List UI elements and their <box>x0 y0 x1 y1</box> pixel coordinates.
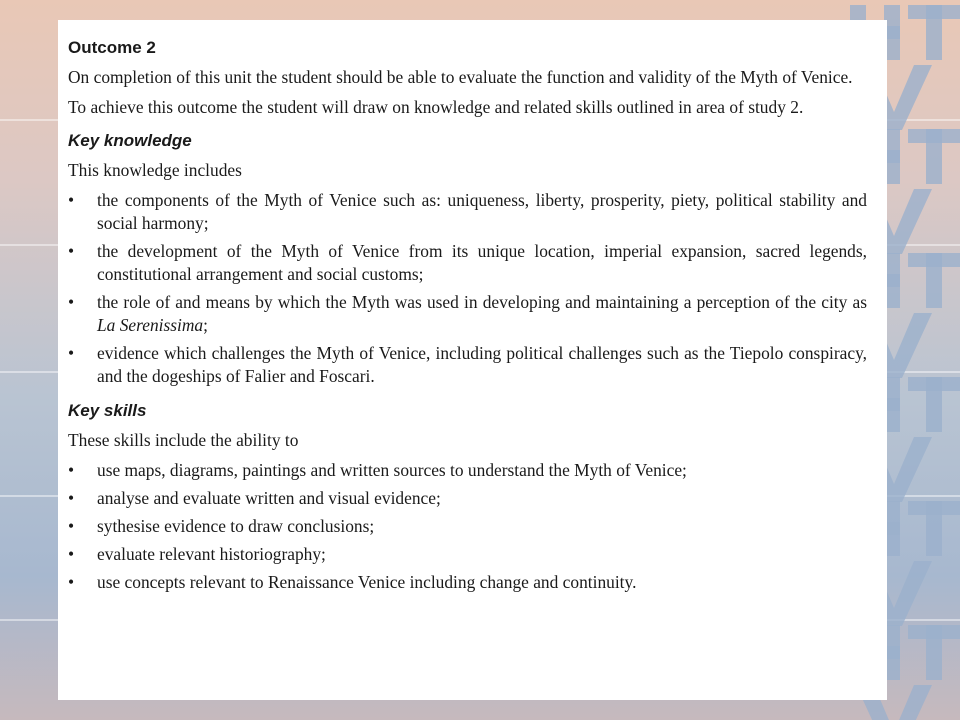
list-item-text: use maps, diagrams, paintings and written sources to understand the Myth of Venice; <box>97 460 687 480</box>
slide-content-card <box>58 20 887 700</box>
list-item-text: the components of the Myth of Venice such as: uniqueness, liberty, prosperity, piety, political stability and social harmony; <box>97 190 867 233</box>
list-item-text: evidence which challenges the Myth of Venice, including political challenges such as the Tiepolo conspiracy, and the dogeships of Falier and Foscari. <box>97 343 867 386</box>
key-knowledge-list <box>68 189 867 388</box>
bullet-icon: • <box>68 343 75 363</box>
list-item <box>68 342 867 388</box>
list-item <box>68 515 867 538</box>
list-item-text: analyse and evaluate written and visual evidence; <box>97 488 441 508</box>
key-skills-intro: These skills include the ability to <box>68 430 299 450</box>
list-item <box>68 240 867 286</box>
bullet-icon: • <box>68 572 75 592</box>
la-serenissima-emphasis: La Serenissima <box>97 315 204 335</box>
key-knowledge-intro: This knowledge includes <box>68 160 242 180</box>
bullet-icon: • <box>68 190 75 210</box>
list-item-text: sythesise evidence to draw conclusions; <box>97 516 375 536</box>
key-skills-list <box>68 459 867 594</box>
bullet-icon: • <box>68 544 75 564</box>
bullet-icon: • <box>68 292 75 312</box>
key-skills-heading: Key skills <box>68 401 147 420</box>
list-item <box>68 189 867 235</box>
list-item <box>68 571 867 594</box>
list-item-text: evaluate relevant historiography; <box>97 544 326 564</box>
list-item <box>68 459 867 482</box>
list-item <box>68 291 867 337</box>
list-item-text: the development of the Myth of Venice from its unique location, imperial expansion, sacred legends, constitutional arrangement and social customs; <box>97 241 867 284</box>
outcome-paragraph: To achieve this outcome the student will draw on knowledge and related skills outlined in area of study 2. <box>68 97 804 117</box>
list-item <box>68 487 867 510</box>
list-item <box>68 543 867 566</box>
bullet-icon: • <box>68 516 75 536</box>
bullet-icon: • <box>68 241 75 261</box>
outcome-paragraph: On completion of this unit the student should be able to evaluate the function and validity of the Myth of Venice. <box>68 67 853 87</box>
bullet-icon: • <box>68 460 75 480</box>
list-item-text: the role of and means by which the Myth was used in developing and maintaining a perception of the city as <box>97 292 867 312</box>
outcome-heading: Outcome 2 <box>68 38 156 57</box>
list-item-text-end: ; <box>203 315 208 335</box>
list-item-text: use concepts relevant to Renaissance Venice including change and continuity. <box>97 572 637 592</box>
key-knowledge-heading: Key knowledge <box>68 131 192 150</box>
bullet-icon: • <box>68 488 75 508</box>
